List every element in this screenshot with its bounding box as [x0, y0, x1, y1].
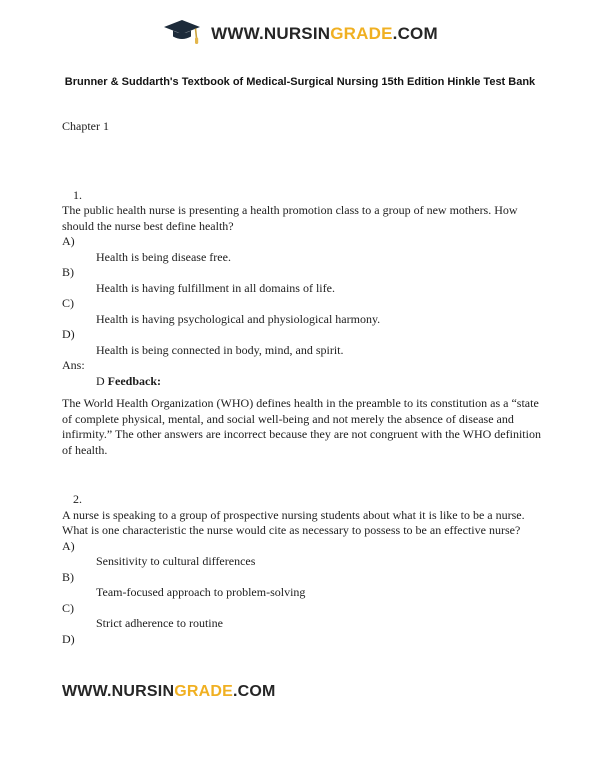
option-row	[62, 327, 542, 358]
document-title: Brunner & Suddarth's Textbook of Medical-Surgical Nursing 15th Edition Hinkle Test Bank	[64, 76, 536, 88]
brand-prefix: WWW.NURSIN	[211, 24, 331, 43]
option-text: Strict adherence to routine	[96, 616, 223, 630]
option-row	[62, 234, 542, 265]
brand-header	[0, 0, 600, 55]
option-text: Health is having fulfillment in all domains of life.	[96, 280, 335, 295]
option-text: Sensitivity to cultural differences	[96, 554, 256, 568]
option-row	[62, 296, 542, 327]
brand-suffix: .COM	[232, 683, 276, 700]
option-label: A)	[62, 234, 75, 248]
brand-prefix: WWW.NURSIN	[62, 683, 175, 700]
option-label: B)	[62, 265, 74, 279]
option-text: Health is having psychological and physiological harmony.	[96, 311, 381, 326]
option-label: D)	[62, 631, 75, 646]
option-text: Team-focused approach to problem-solving	[96, 585, 306, 599]
question-stem: A nurse is speaking to a group of prospective nursing students about what it is like to be a nurse. What is one characteristic the nurse would cite as necessary to possess to be an effective nurse?	[62, 507, 525, 537]
brand-accent: GRADE	[330, 24, 393, 43]
brand-suffix: .COM	[392, 24, 438, 43]
brand-accent: GRADE	[174, 683, 233, 700]
option-label: C)	[62, 296, 74, 310]
option-row	[62, 539, 542, 570]
feedback-text: The World Health Organization (WHO) defines health in the preamble to its constitution as a “state of complete physical, mental, and social well-being and not merely the absence of disease and infirmity.” The other answers are incorrect because they are not congruent with the WHO definition of health.	[62, 396, 541, 457]
answer-value: D	[96, 373, 105, 388]
question-block-2	[0, 492, 600, 647]
option-row	[62, 601, 542, 632]
question-number: 1.	[73, 187, 82, 202]
feedback-label: Feedback:	[107, 373, 161, 388]
question-block-1	[0, 188, 600, 459]
option-label: C)	[62, 600, 74, 615]
option-row	[62, 570, 542, 601]
option-text: Health is being connected in body, mind, and spirit.	[96, 342, 344, 357]
graduation-cap-icon	[162, 17, 202, 51]
question-stem: The public health nurse is presenting a health promotion class to a group of new mothers. How should the nurse best define health?	[62, 203, 518, 233]
option-row	[62, 265, 542, 296]
option-text: Health is being disease free.	[96, 249, 231, 264]
option-row	[62, 632, 542, 648]
option-label: B)	[62, 569, 74, 584]
question-number: 2.	[73, 492, 82, 506]
brand-wordmark	[211, 24, 438, 44]
option-label: A)	[62, 538, 75, 553]
brand-footer	[62, 683, 276, 701]
option-label: D)	[62, 327, 75, 341]
answer-line	[62, 374, 542, 390]
chapter-heading: Chapter 1	[62, 119, 109, 133]
answer-label: Ans:	[62, 358, 85, 372]
